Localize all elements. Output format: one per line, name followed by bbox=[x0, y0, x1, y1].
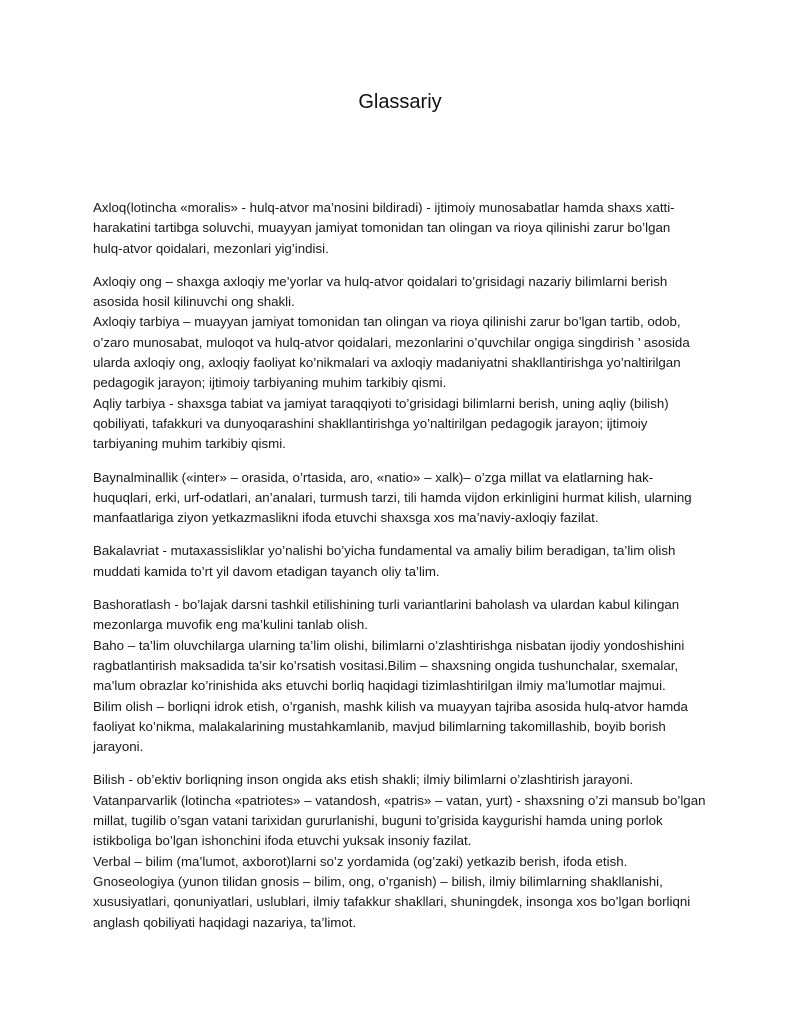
text-line: Gnoseologiya (yunon tilidan gnosis – bilim, ong, o’rganish) – bilish, ilmiy bilimlarning shakllanishi, bbox=[93, 873, 663, 889]
glossary-paragraph bbox=[93, 198, 713, 259]
document-title: Glassariy bbox=[358, 91, 442, 113]
text-line: ularda axloqiy ong, axloqiy faoliyat ko’nikmalari va axloqiy madaniyatni shakllantirishga yo’naltirilgan bbox=[93, 355, 681, 371]
text-line: tarbiyaning muhim tarkibiy qismi. bbox=[93, 436, 286, 452]
document-body bbox=[93, 198, 713, 946]
text-line: Axloqiy ong – shaxga axloqiy me’yorlar va hulq-atvor qoidalari to’grisidagi nazariy bilimlarni berish bbox=[93, 273, 668, 289]
text-line: hulq-atvor qoidalari, mezonlari yig’indisi. bbox=[93, 240, 329, 256]
text-line: jarayoni. bbox=[93, 739, 144, 755]
text-line: anglash qobiliyati haqidagi nazariya, ta’limot. bbox=[93, 914, 357, 930]
text-line: qobiliyati, tafakkuri va dunyoqarashini shakllantirishga yo’naltirilgan pedagogik jarayon; ijtimoiy bbox=[93, 415, 648, 431]
text-line: Axloqiy tarbiya – muayyan jamiyat tomonidan tan olingan va rioya qilinishi zarur bo’lgan tartib, odob, bbox=[93, 314, 681, 330]
glossary-paragraph bbox=[93, 541, 713, 582]
text-line: o’zaro munosabat, muloqot va hulq-atvor qoidalari, mezonlarini o’quvchilar ongiga singdirish ’ asosida bbox=[93, 334, 690, 350]
text-line: ma’lum obrazlar ko’rinishida aks etuvchi borliq haqidagi tizimlashtirilgan ilmiy ma’lumotlar majmui. bbox=[93, 678, 666, 694]
text-line: Baynalminallik («inter» – orasida, o’rtasida, aro, «natio» – xalk)– o’zga millat va elatlarning hak- bbox=[93, 469, 654, 485]
glossary-paragraph bbox=[93, 468, 713, 529]
text-line: xususiyatlari, qonuniyatlari, uslublari, ilmiy tafakkur shakllari, shuningdek, insonga xos bo’lgan borliqni bbox=[93, 894, 691, 910]
text-line: muddati kamida to’rt yil davom etadigan tayanch oliy ta’lim. bbox=[93, 563, 440, 579]
glossary-paragraph bbox=[93, 595, 713, 757]
text-line: manfaatlariga ziyon yetkazmaslikni ifoda etuvchi shaxsga xos ma’naviy-axloqiy fazilat. bbox=[93, 510, 599, 526]
text-line: Aqliy tarbiya - shaxsga tabiat va jamiyat taraqqiyoti to’grisidagi bilimlarni berish, uning aqliy (bilish) bbox=[93, 395, 669, 411]
text-line: huquqlari, erki, urf-odatlari, an’analari, turmush tarzi, tili hamda vijdon erkinligini hurmat kilish, ularning bbox=[93, 489, 692, 505]
glossary-paragraph bbox=[93, 770, 713, 932]
text-line: Vatanparvarlik (lotincha «patriotes» – vatandosh, «patris» – vatan, yurt) - shaxsning o’zi mansub bo’lgan bbox=[93, 792, 706, 808]
text-line: Bakalavriat - mutaxassisliklar yo’nalishi bo’yicha fundamental va amaliy bilim beradigan, ta’lim olish bbox=[93, 543, 676, 559]
text-line: Bilim olish – borliqni idrok etish, o’rganish, mashk kilish va muayyan tajriba asosida hulq-atvor hamda bbox=[93, 698, 688, 714]
text-line: Baho – ta’lim oluvchilarga ularning ta’lim olishi, bilimlarni o’zlashtirishga nisbatan ijodiy yondoshishini bbox=[93, 637, 685, 653]
text-line: Verbal – bilim (ma’lumot, axborot)larni so’z yordamida (og’zaki) yetkazib berish, ifoda etish. bbox=[93, 853, 628, 869]
text-line: pedagogik jarayon; ijtimoiy tarbiyaning muhim tarkibiy qismi. bbox=[93, 375, 447, 391]
text-line: Axloq(lotincha «moralis» - hulq-atvor ma’nosini bildiradi) - ijtimoiy munosabatlar hamda shaxs xatti- bbox=[93, 200, 675, 215]
text-line: Bilish - ob’ektiv borliqning inson ongida aks etish shakli; ilmiy bilimlarni o’zlashtirish jarayoni. bbox=[93, 772, 634, 788]
glossary-paragraph bbox=[93, 272, 713, 455]
text-line: faoliyat ko’nikma, malakalarining mustahkamlanib, mavjud bilimlarning takomillashib, boyib borish bbox=[93, 718, 666, 734]
text-line: millat, tugilib o’sgan vatani tarixidan gururlanishi, buguni to’grisida kaygurishi hamda uning porlok bbox=[93, 813, 663, 829]
text-line: asosida hosil kilinuvchi ong shakli. bbox=[93, 294, 295, 310]
text-line: Bashoratlash - bo’lajak darsni tashkil etilishining turli variantlarini baholash va ulardan kabul kilingan bbox=[93, 597, 680, 613]
text-line: istikboliga bo’lgan ishonchini ifoda etuvchi yuksak insoniy fazilat. bbox=[93, 833, 472, 849]
text-line: harakatini tartibga soluvchi, muayyan jamiyat tomonidan tan olingan va rioya qilinishi zarur bo’lgan bbox=[93, 220, 671, 236]
text-line: ragbatlantirish maksadida ta’sir ko’rsatish vositasi.Bilim – shaxsning ongida tushunchalar, sxemalar, bbox=[93, 657, 679, 673]
text-line: mezonlarga muvofik eng ma’kulini tanlab olish. bbox=[93, 617, 368, 633]
